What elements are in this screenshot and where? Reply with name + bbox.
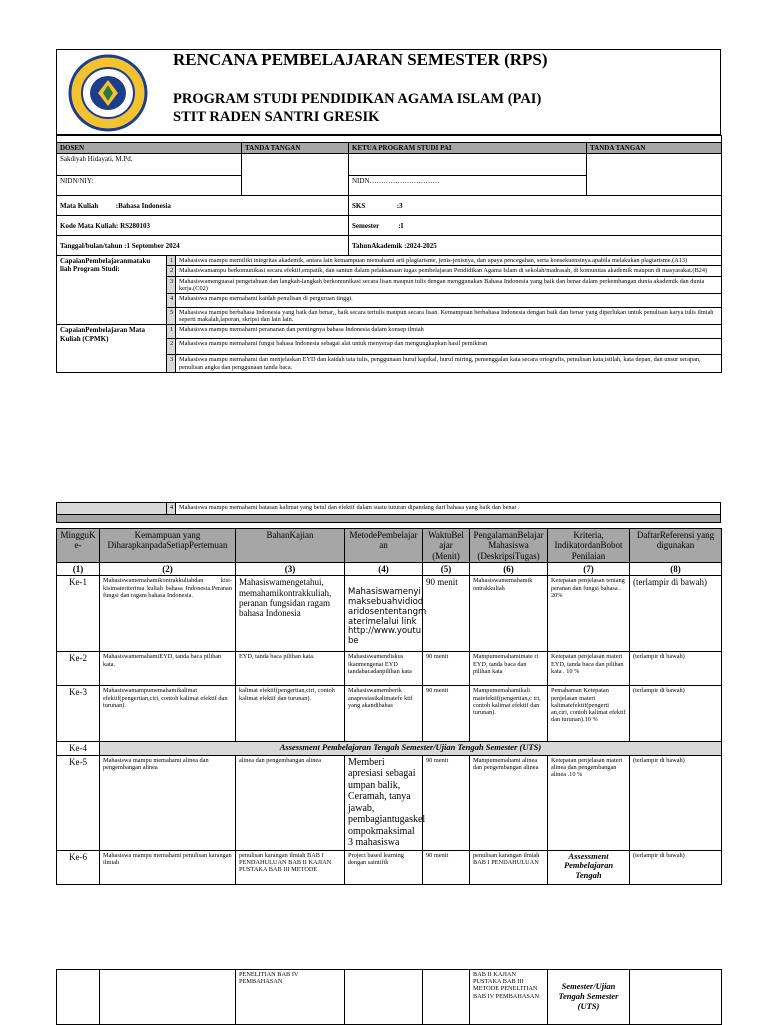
bahan-cell: EYD, tanda baca pilihan kata. [236,652,345,686]
kriteria-cell: Assessment Pembelajaran Tengah [548,850,630,884]
cpmk-item: Mahasiswa mampu memahami perananan dan pentingnya bahasa Indonesia dalam konsep ilmiah [176,325,722,339]
kriteria-cell: Pemahaman Ketepatan penjelasan materi kalimatefektif(pengerti an,ciri, contoh kalimat efektif dan turunan).10 % [548,686,630,742]
week-cell: Ke-6 [57,850,100,884]
metode-cell: Mahasiswamenyi maksebuahvidiod aridosententangm aterimelalui link http://www.youtu be [345,576,423,652]
week-cell: Ke-2 [57,652,100,686]
cpmk-no: 3 [167,355,176,372]
col-number: (6) [470,563,548,576]
nidn-kaprodi: NIDN………………………… [349,176,587,196]
bahan-cell: Mahasiswamengetahui, memahamikontrakkuliah, peranan fungsidan ragam bahasa Indonesia [236,576,345,652]
dosen-name: Sakdiyah Hidayati, M.Pd. [57,154,242,176]
uts-row [57,742,722,755]
bahan-cell: penulisan karangan ilmiah BAB I PENDAHULUAN BAB II KAJIAN PUSTAKA BAB III METODE [236,850,345,884]
col-header: WaktuBel ajar (Menit) [423,529,470,563]
cpl-no: 3 [167,276,176,293]
cpmk-label: CapaianPembelajaran Mata Kuliah (CPMK) [57,325,167,372]
table-row [57,686,722,742]
cpmk-no: 4 [167,503,176,515]
institution-title: STIT RADEN SANTRI GRESIK [173,109,380,125]
table-row [57,850,722,884]
kriteria-cell: Ketepatan penjelasan tentang peranan dan fungsi bahasa . 20% [548,576,630,652]
kemampuan-cell: Mahasiswa mampu memahami penulisan karangan ilmiah [100,850,236,884]
col-header: MetodePembelajar an [345,529,423,563]
schedule-continuation [56,969,721,1025]
metode-cell: Project based learning dengan saintifik [345,850,423,884]
col-number: (2) [100,563,236,576]
document-title: RENCANA PEMBELAJARAN SEMESTER (RPS) [173,50,548,69]
cpl-label: CapaianPembelajaranmataku liah Program Studi: [57,256,167,325]
schedule-table [56,528,721,885]
cpmk-no: 1 [167,325,176,339]
table-row [57,652,722,686]
col-header: PengalamanBelajar Mahasiswa (DeskripsiTugas) [470,529,548,563]
col-number: (1) [57,563,100,576]
semester: Semester :I [349,216,722,236]
mata-kuliah: Mata Kuliah :Bahasa Indonesia [57,196,349,216]
week-cell: Ke-1 [57,576,100,652]
kemampuan-cell: Mahasiswamemahamikontrakkuliahdan kisi-kisimateriterima kuliah bahasa Indonesia.Peranan fungsi dan ragam bahasa Indonesia. [100,576,236,652]
pengalaman-cell: Mampumemahamikali matefektif(pengertian,c iri, contoh kalimat efektif dan turunan). [470,686,548,742]
table-row [57,576,722,652]
referensi-cell: (terlampir di bawah) [630,576,722,652]
college-logo [66,52,150,134]
dosen-label: DOSEN [57,143,242,154]
metode-cell: Memberi apresiasi sebagai umpan balik, Ceramah, tanya jawab, pembagiantugaskel ompokmaksimal 3 mahasiswa [345,755,423,850]
cpl-item: Mahasiswamampu berkomunikasi secara efektif,empatik, dan santun dalam pelaksanaan tugas pembelajaran Pendidikan Agama Islam di sekolah/madrasah, di komunitas akademik maupun di masyarakat.(B24) [176,266,722,276]
col-header: Kemampuan yang DiharapkanpadaSetiapPertemuan [100,529,236,563]
cpl-no: 5 [167,307,176,324]
pengalaman-cell: penulisan karangan ilmiah BAB I PENDAHULUAN [470,850,548,884]
cpmk-no: 2 [167,339,176,355]
waktu-cell: 90 menit [423,755,470,850]
week-cell: Ke-3 [57,686,100,742]
week-cell: Ke-4 [57,742,100,755]
tahun-akademik: TahunAkademik :2024-2025 [349,236,722,256]
nidn-label: NIDN/NIY: [57,176,242,196]
cpl-item: Mahasiswa mampu berbahasa Indonesia yang baik dan benar,, baik secara tertulis maupun secara lisan. Kemampuan berbahasa Indonesia dengan baik dan benar yang diperlukan untuk penulisan karya tulis ilmiah seperti makalah,laporan, skripsi dan lain lain. [176,307,722,324]
table-row [57,755,722,850]
cpl-no: 4 [167,293,176,307]
info-table [56,135,721,373]
referensi-cell: (terlampir di bawah) [630,686,722,742]
waktu-cell: 90 menit [423,652,470,686]
program-title: PROGRAM STUDI PENDIDIKAN AGAMA ISLAM (PAI) [173,91,542,107]
waktu-cell: 90 menit [423,576,470,652]
referensi-cell: (terlampir di bawah) [630,652,722,686]
kemampuan-cell: Mahasiswamampumemahamikalimat efektif(pengertian,ciri, contoh kalimat efektif dan turunan). [100,686,236,742]
kaprodi-label: KETUA PROGRAM STUDI PAI [349,143,587,154]
cpmk-item: Mahasiswa mampu memahami fungsi bahasa Indonesia sebagai alat untuk menyerap dan mengungkapkan hasil pemikiran [176,339,722,355]
cpl-item: Mahasiswa mampu memiliki integritas akademik, antara lain kemampuan memahami arti plagiarisme, jenis-jenisnya, dan upaya pencegahan, serta konsekuensinya apabila melakukan plagiarisme.(A13) [176,256,722,266]
ttd-label-2: TANDA TANGAN [587,143,722,154]
bahan-cell: PENELITIAN BAB IV PEMBAHASAN [236,970,345,1025]
referensi-cell: (terlampir di bawah) [630,755,722,850]
col-number: (3) [236,563,345,576]
tanggal: Tanggal/bulan/tahun :1 September 2024 [57,236,349,256]
waktu-cell: 90 menit [423,850,470,884]
kode-mk: Kode Mata Kuliah: RS280103 [57,216,349,236]
bahan-cell: alinea dan pengembangan alinea [236,755,345,850]
pengalaman-cell: BAB II KAJIAN PUSTAKA BAB III METODE PENELITIAN BAB IV PEMBAHASAN [470,970,548,1025]
uts-banner: Assessment Pembelajaran Tengah Semester/Ujian Tengah Semester (UTS) [100,742,722,755]
pengalaman-cell: Mahasiswamemahamik ontrakkuliah [470,576,548,652]
sks: SKS :3 [349,196,722,216]
col-number: (7) [548,563,630,576]
col-header: BahanKajian [236,529,345,563]
pengalaman-cell: Mampumemahamimate ri EYD, tanda baca dan pilihan kata [470,652,548,686]
referensi-cell: (terlampir di bawah) [630,850,722,884]
cpl-no: 1 [167,256,176,266]
kriteria-cell: Ketepatan penjelasan materi EYD, tanda baca dan pilihan kata . 10 % [548,652,630,686]
kemampuan-cell: MahasiswamemahamiEYD, tanda baca pilihan kata. [100,652,236,686]
col-number: (4) [345,563,423,576]
waktu-cell: 90 menit [423,686,470,742]
cpmk-continuation [56,502,721,523]
kemampuan-cell: Mahasiswa mampu memahami alinea dan pengembangan alinea [100,755,236,850]
col-header: Kriteria, IndikatordanBobot Penilaian [548,529,630,563]
col-number: (5) [423,563,470,576]
cpmk-item: Mahasiswa mampu memahami batasan kalimat yang betul dan efektif dalam suatu tuturan dipandang dari bahasa yang baik dan benar . [176,503,721,515]
metode-cell: Mahasiswamendiskus ikanmengenai EYD tandabacadanpilihan kata [345,652,423,686]
col-header: DaftarReferensi yang digunakan [630,529,722,563]
kriteria-cell: Semester/Ujian Tengah Semester (UTS) [548,970,630,1025]
cpl-item: Mahasiswamenguasai pengetahuan dan langkah-langkah berkomunikasi secara lisan maupun tulis dengan menggunakan Bahasa Indonesia yang baik dan benar dalam perkembangan dunia akademik dan dunia kerja.(C02) [176,276,722,293]
ttd-label: TANDA TANGAN [242,143,349,154]
cpl-item: Mahasiswa mampu memahami kaidah penulisan di perguruan tinggi. [176,293,722,307]
col-header: MingguK e- [57,529,100,563]
col-number: (8) [630,563,722,576]
week-cell: Ke-5 [57,755,100,850]
kriteria-cell: Ketepatan penjelasan materi alinea dan pengembangan alinea .10 % [548,755,630,850]
metode-cell: Mahasiswamemberik anapresiasikalimatefe ktif yang akandibahas [345,686,423,742]
cpmk-item: Mahasiswa mampu memahami dan menjelaskan EYD dan kaidah tata tulis, penggunaan huruf kapikal, huruf miring, pemenggalan kata secara ortografis, penulisan kata,istilah, kata depan, dan unsur serapan, penulisan angka dan penggunaan tanda baca. [176,355,722,372]
pengalaman-cell: Mampumemahami alinea dan pengembangan alinea [470,755,548,850]
bahan-cell: kalimat efektif(pengertian,ciri, contoh kalimat efektif dan turunan). [236,686,345,742]
cpl-no: 2 [167,266,176,276]
